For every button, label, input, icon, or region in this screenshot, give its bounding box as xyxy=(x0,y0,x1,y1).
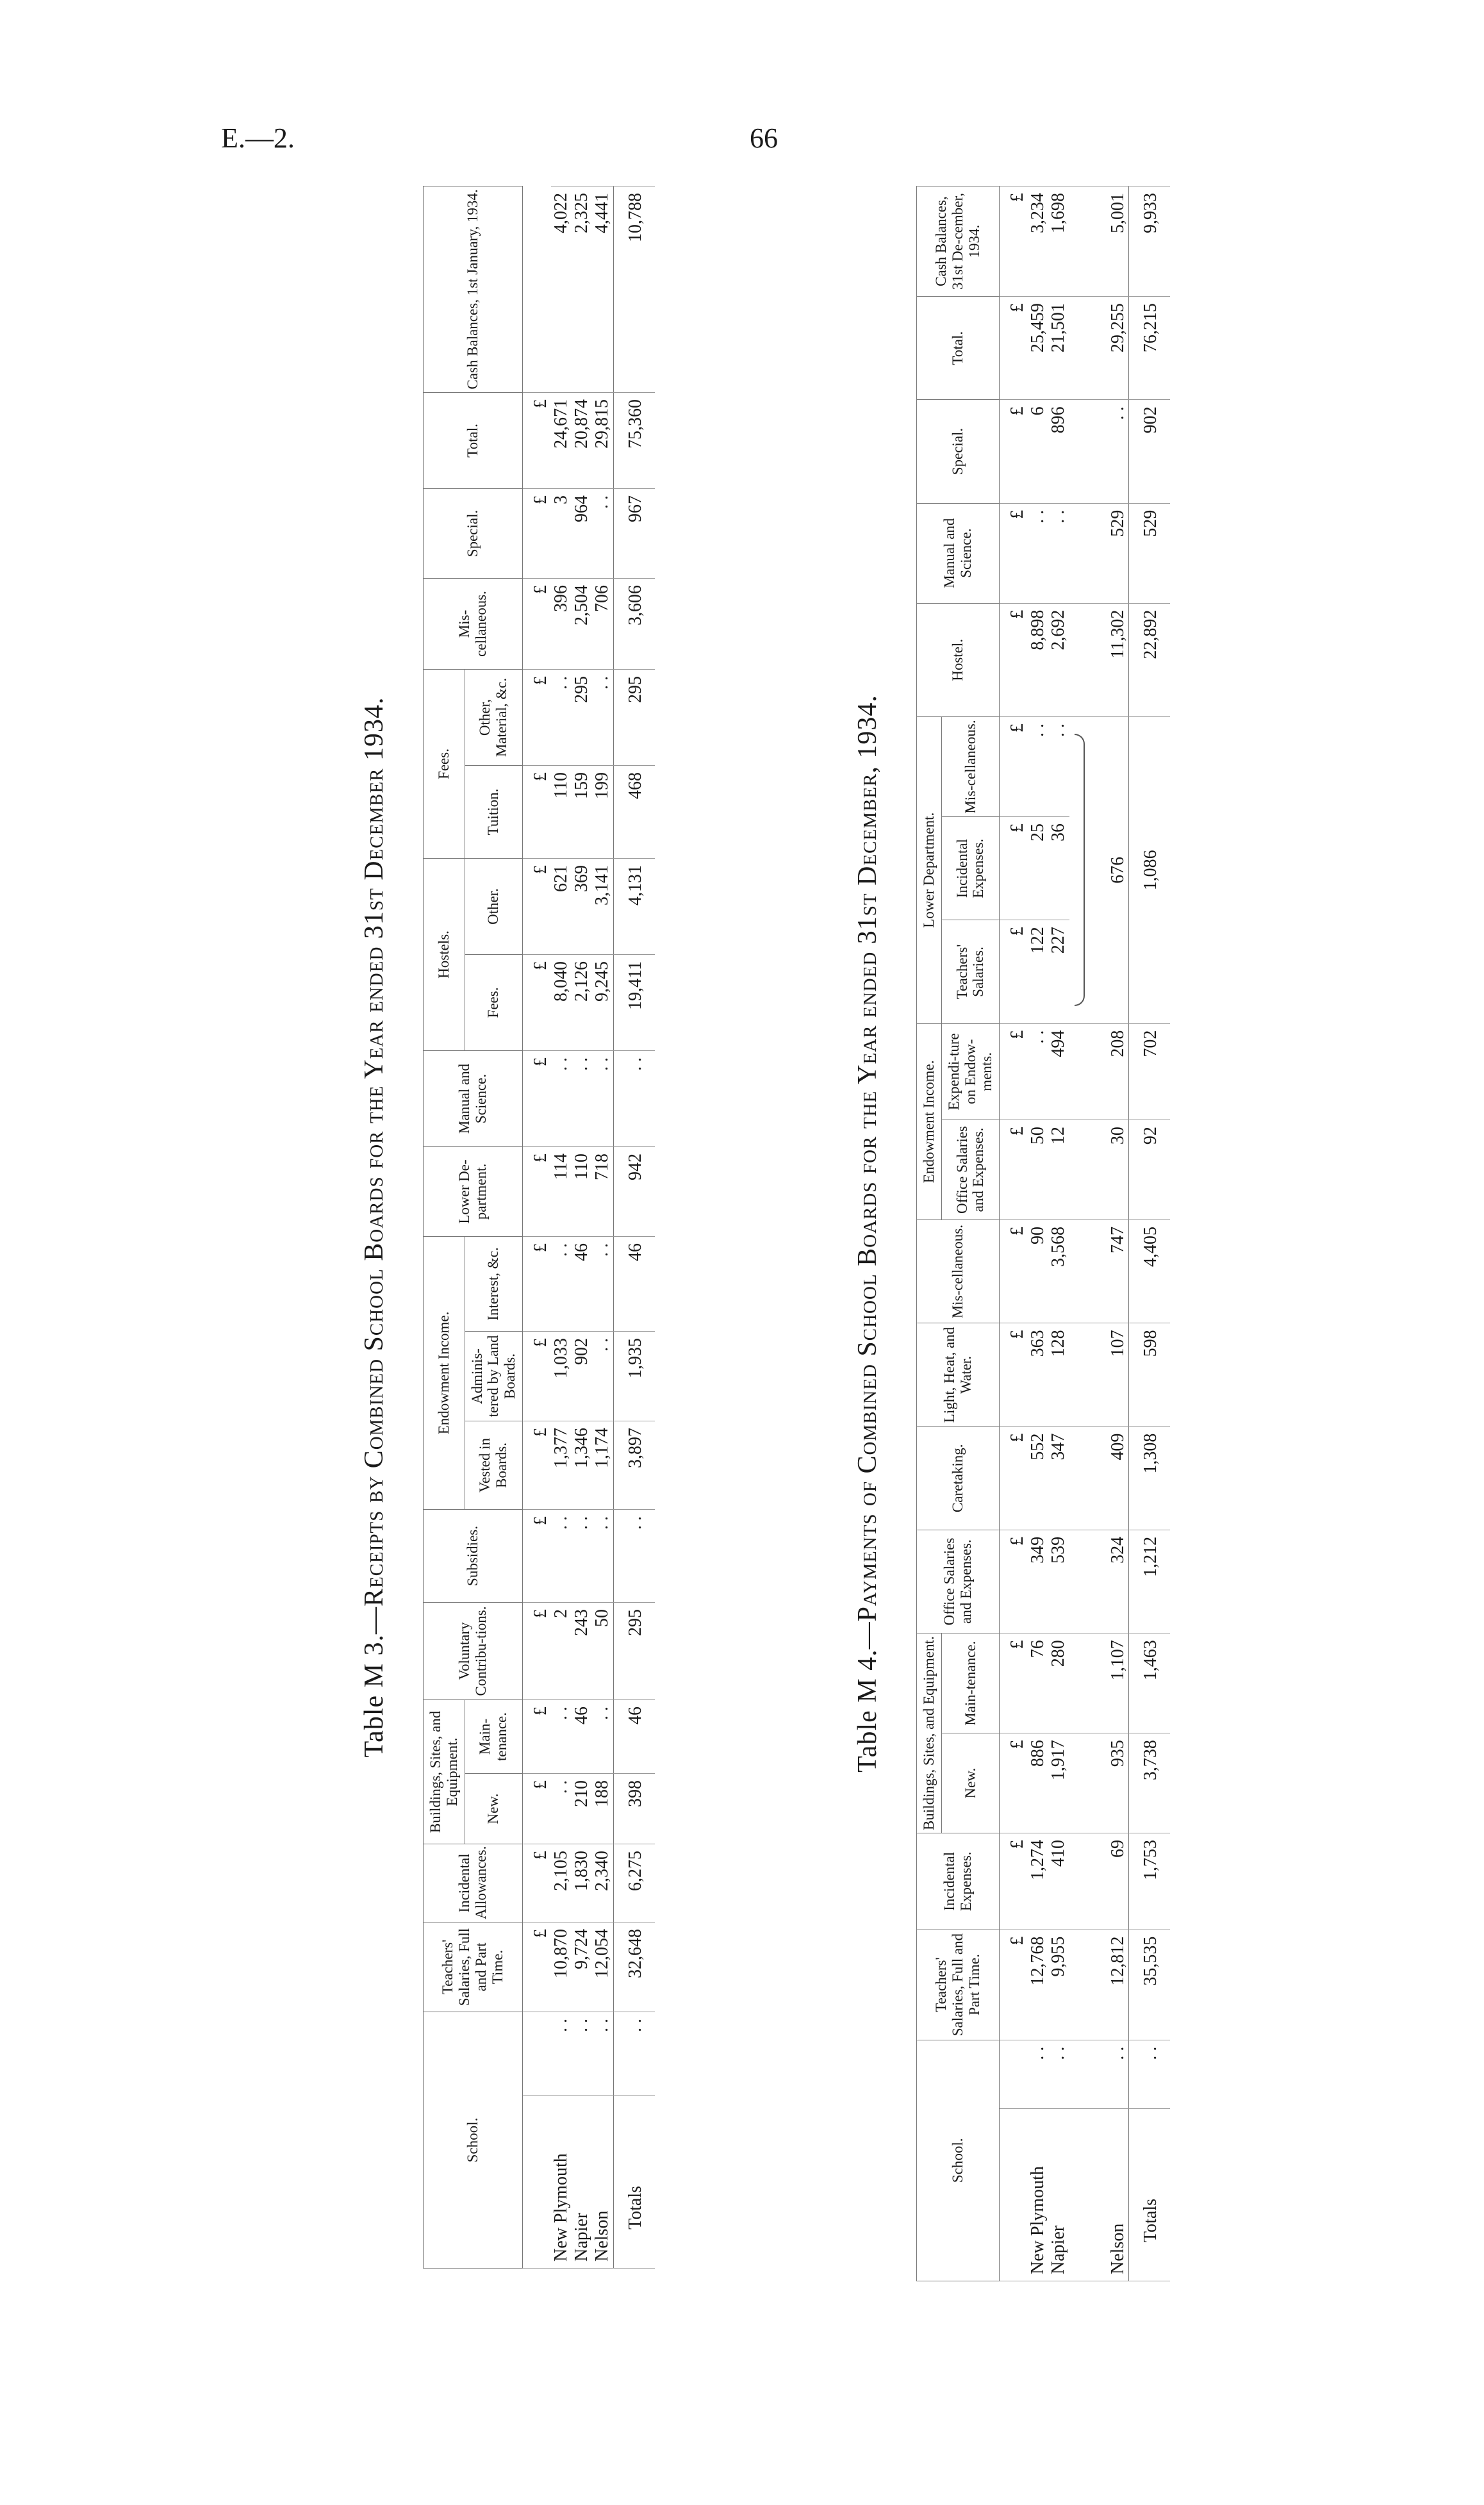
m3-head-tuition: Tuition. xyxy=(465,765,522,858)
m4-head-lower-teachers: Teachers' Salaries. xyxy=(941,920,999,1023)
m3-pound: £ xyxy=(522,392,551,488)
m3-col-subsidies: . . . . . . xyxy=(551,1509,613,1602)
m4-nelson-cash: 5,001 xyxy=(1108,186,1129,297)
m4-nelson-incidental: 69 xyxy=(1108,1833,1129,1930)
m4-col-end-office: 50 12 xyxy=(1028,1120,1069,1220)
m4-pound: £ xyxy=(1000,297,1028,400)
m3-head-hostel-fees: Fees. xyxy=(465,954,522,1050)
m3-col-tuition: 110 159 199 xyxy=(551,765,613,858)
m4-col-hostel: 8,898 2,692 xyxy=(1028,603,1069,716)
m4-head-cash: Cash Balances, 31st De-cember, 1934. xyxy=(917,186,1000,297)
m4-col-light: 363 128 xyxy=(1028,1323,1069,1426)
m3-col-administered: 1,033 902 . . xyxy=(551,1331,613,1421)
m3-head-buildings: Buildings, Sites, and Equipment. xyxy=(424,1699,465,1844)
m4-col-total: 25,459 21,501 xyxy=(1028,297,1069,400)
m3-col-hostel-other: 621 369 3,141 xyxy=(551,858,613,954)
m4-head-caretaking: Caretaking. xyxy=(917,1426,1000,1530)
table-m4-block xyxy=(852,186,1211,2281)
m3-col-lower: 114 110 718 xyxy=(551,1146,613,1236)
m3-total-tuition: 468 xyxy=(613,765,655,858)
m4-nelson-manual: 529 xyxy=(1108,503,1129,603)
m3-total-misc: 3,606 xyxy=(613,578,655,669)
m4-pound: £ xyxy=(1000,1426,1028,1530)
m4-head-end-office: Office Salaries and Expenses. xyxy=(941,1120,999,1220)
m3-head-hostels: Hostels. xyxy=(424,858,465,1050)
m4-total-new: 3,738 xyxy=(1128,1733,1170,1833)
lower-department-brace xyxy=(1069,717,1108,1024)
table-m4-title-prefix: Table M 4.— xyxy=(853,1621,882,1773)
m4-nelson-expenditure: 208 xyxy=(1108,1023,1129,1120)
m4-nelson-label: Nelson xyxy=(1108,2109,1129,2281)
m4-col-lower-teachers: 122 227 xyxy=(1028,920,1069,1023)
m4-nelson-total: 29,255 xyxy=(1108,297,1129,400)
m3-school-names: New Plymouth Napier Nelson xyxy=(551,2096,613,2269)
m4-total-manual: 529 xyxy=(1128,503,1170,603)
m3-school-dots: . . . . . . xyxy=(551,2012,613,2095)
m3-head-lower: Lower De-partment. xyxy=(424,1146,523,1236)
m3-col-misc: 396 2,504 706 xyxy=(551,578,613,669)
m4-pound: £ xyxy=(1000,603,1028,716)
table-m3-title xyxy=(359,186,390,2269)
table-m3-title-prefix: Table M 3.— xyxy=(359,1607,389,1758)
m4-pound: £ xyxy=(1000,1633,1028,1733)
m4-total-special: 902 xyxy=(1128,400,1170,503)
m4-col-expenditure: . . 494 xyxy=(1028,1023,1069,1120)
m4-row-nelson xyxy=(1108,186,1129,2281)
m4-head-special: Special. xyxy=(917,400,1000,503)
m3-col-fees-other: . . 295 . . xyxy=(551,669,613,765)
m3-total-teachers: 32,648 xyxy=(613,1922,655,2012)
m4-pound: £ xyxy=(1000,186,1028,297)
m3-head-fees-other: Other, Material, &c. xyxy=(465,669,522,765)
m4-total-incidental: 1,753 xyxy=(1128,1833,1170,1930)
m4-col-new: 886 1,917 xyxy=(1028,1733,1069,1833)
m4-col-misc: 90 3,568 xyxy=(1028,1220,1069,1323)
m3-pound: £ xyxy=(522,1421,551,1509)
m4-total-maintenance: 1,463 xyxy=(1128,1633,1170,1733)
m3-col-incidental: 2,105 1,830 2,340 xyxy=(551,1844,613,1922)
m3-pound: £ xyxy=(522,669,551,765)
m3-total-incidental: 6,275 xyxy=(613,1844,655,1922)
m4-head-endowment: Endowment Income. xyxy=(917,1023,942,1219)
m3-total-hostel-fees: 19,411 xyxy=(613,954,655,1050)
m3-pound: £ xyxy=(522,954,551,1050)
table-m3-block xyxy=(359,186,679,2269)
m3-total-vested: 3,897 xyxy=(613,1421,655,1509)
page-number: 66 xyxy=(750,122,778,154)
m3-total-lower: 942 xyxy=(613,1146,655,1236)
m3-col-total: 24,671 20,874 29,815 xyxy=(551,392,613,488)
m3-total-interest: 46 xyxy=(613,1236,655,1331)
m4-pound: £ xyxy=(1000,920,1028,1023)
m4-total-end-office: 92 xyxy=(1128,1120,1170,1220)
m3-pound: £ xyxy=(522,1844,551,1922)
m4-head-lower: Lower Department. xyxy=(917,717,942,1024)
m3-head-voluntary: Voluntary Contribu-tions. xyxy=(424,1602,523,1699)
m3-pound: £ xyxy=(522,1699,551,1773)
m3-col-voluntary: 2 243 50 xyxy=(551,1602,613,1699)
m4-head-manual: Manual and Science. xyxy=(917,503,1000,603)
m4-head-light: Light, Heat, and Water. xyxy=(917,1323,1000,1426)
m4-pound: £ xyxy=(1000,1220,1028,1323)
m3-pound: £ xyxy=(522,1509,551,1602)
page-code: E.—2. xyxy=(221,122,295,154)
m3-total-administered: 1,935 xyxy=(613,1331,655,1421)
m3-total-fees-other: 295 xyxy=(613,669,655,765)
m4-total-hostel: 22,892 xyxy=(1128,603,1170,716)
m3-pound: £ xyxy=(522,765,551,858)
m3-totals-row xyxy=(613,186,655,2269)
m4-nelson-special: . . xyxy=(1108,400,1129,503)
m4-head-office: Office Salaries and Expenses. xyxy=(917,1530,1000,1633)
m3-pound: £ xyxy=(522,1146,551,1236)
m3-total-hostel-other: 4,131 xyxy=(613,858,655,954)
m4-nelson-hostel: 11,302 xyxy=(1108,603,1129,716)
m4-col-maintenance: 76 280 xyxy=(1028,1633,1069,1733)
m4-head-total: Total. xyxy=(917,297,1000,400)
m3-head-subsidies: Subsidies. xyxy=(424,1509,523,1602)
m4-col-lower-incidental: 25 36 xyxy=(1028,816,1069,920)
m4-pound-row xyxy=(1000,186,1028,2281)
m3-total-cash: 10,788 xyxy=(613,186,655,393)
m4-head-incidental: Incidental Expenses. xyxy=(917,1833,1000,1930)
m3-head-vested: Vested in Boards. xyxy=(465,1421,522,1509)
m3-head-total: Total. xyxy=(424,392,523,488)
m4-head-hostel: Hostel. xyxy=(917,603,1000,716)
m3-head-hostel-other: Other. xyxy=(465,858,522,954)
m4-totals-dots: . . xyxy=(1128,2040,1170,2109)
m4-total-expenditure: 702 xyxy=(1128,1023,1170,1120)
table-m3 xyxy=(423,186,655,2269)
m3-col-hostel-fees: 8,040 2,126 9,245 xyxy=(551,954,613,1050)
m3-pound: £ xyxy=(522,1050,551,1146)
m4-pound: £ xyxy=(1000,1833,1028,1930)
m3-col-special: 3 964 . . xyxy=(551,488,613,578)
m4-rows-np-napier xyxy=(1028,186,1069,2281)
table-m4-title-main: Payments of Combined School Boards for the Year ended 31st December, 1934. xyxy=(853,695,882,1622)
m3-head-fees: Fees. xyxy=(424,669,465,858)
table-m4-title xyxy=(852,186,883,2281)
m3-head-administered: Adminis-tered by Land Boards. xyxy=(465,1331,522,1421)
m3-total-subsidies: . . xyxy=(613,1509,655,1602)
m4-head-lower-misc: Mis-cellaneous. xyxy=(941,717,999,817)
m4-head-teachers: Teachers' Salaries, Full and Part Time. xyxy=(917,1930,1000,2040)
m4-total-lower-combined: 1,086 xyxy=(1128,717,1170,1024)
table-m4-header-row-1 xyxy=(917,186,942,2281)
m3-pound: £ xyxy=(522,1602,551,1699)
m4-pound: £ xyxy=(1000,1023,1028,1120)
m4-nelson-teachers: 12,812 xyxy=(1108,1930,1129,2040)
m3-pound: £ xyxy=(522,1236,551,1331)
m4-head-misc: Mis-cellaneous. xyxy=(917,1220,1000,1323)
m3-pound: £ xyxy=(522,1773,551,1844)
m4-head-school: School. xyxy=(917,2040,1000,2281)
m4-pound: £ xyxy=(1000,1733,1028,1833)
m3-col-interest: . . 46 . . xyxy=(551,1236,613,1331)
m4-pound: £ xyxy=(1000,1323,1028,1426)
m4-nelson-misc: 747 xyxy=(1108,1220,1129,1323)
m3-col-vested: 1,377 1,346 1,174 xyxy=(551,1421,613,1509)
m3-head-special: Special. xyxy=(424,488,523,578)
m3-total-special: 967 xyxy=(613,488,655,578)
m3-totals-label: Totals xyxy=(613,2096,655,2269)
m3-head-endowment: Endowment Income. xyxy=(424,1236,465,1509)
m4-total-caretaking: 1,308 xyxy=(1128,1426,1170,1530)
m4-school-dots: . . . . xyxy=(1028,2040,1069,2109)
m4-col-manual: . . . . xyxy=(1028,503,1069,603)
m3-school-rows xyxy=(551,186,613,2269)
m4-total-total: 76,215 xyxy=(1128,297,1170,400)
m3-head-teachers: Teachers' Salaries, Full and Part Time. xyxy=(424,1922,523,2012)
m4-col-cash: 3,234 1,698 xyxy=(1028,186,1069,297)
m3-total-new: 398 xyxy=(613,1773,655,1844)
m4-total-teachers: 35,535 xyxy=(1128,1930,1170,2040)
m3-pound: £ xyxy=(522,1331,551,1421)
m3-col-new: . . 210 188 xyxy=(551,1773,613,1844)
m4-head-new: New. xyxy=(941,1733,999,1833)
m3-total-total: 75,360 xyxy=(613,392,655,488)
m4-nelson-dots: . . xyxy=(1108,2040,1129,2109)
m3-head-misc: Mis-cellaneous. xyxy=(424,578,523,669)
m4-nelson-office: 324 xyxy=(1108,1530,1129,1633)
m3-col-manual: . . . . . . xyxy=(551,1050,613,1146)
m4-col-lower-misc: . . . . xyxy=(1028,717,1069,817)
m3-pound: £ xyxy=(522,1922,551,2012)
m4-pound: £ xyxy=(1000,400,1028,503)
m4-pound: £ xyxy=(1000,503,1028,603)
m4-nelson-light: 107 xyxy=(1108,1323,1129,1426)
m4-school-names: New Plymouth Napier xyxy=(1028,2109,1069,2281)
m4-col-caretaking: 552 347 xyxy=(1028,1426,1069,1530)
table-m3-header-row-1 xyxy=(424,186,465,2269)
m4-col-special: 6 896 xyxy=(1028,400,1069,503)
m4-head-buildings: Buildings, Sites, and Equipment. xyxy=(917,1633,942,1833)
m3-head-interest: Interest, &c. xyxy=(465,1236,522,1331)
m4-total-light: 598 xyxy=(1128,1323,1170,1426)
m4-total-misc: 4,405 xyxy=(1128,1220,1170,1323)
m4-col-incidental: 1,274 410 xyxy=(1028,1833,1069,1930)
m3-total-maintenance: 46 xyxy=(613,1699,655,1773)
m3-total-manual: . . xyxy=(613,1050,655,1146)
m3-col-cash: 4,022 2,325 4,441 xyxy=(551,186,613,393)
m4-nelson-lower-combined: 676 xyxy=(1108,717,1129,1024)
m3-head-new: New. xyxy=(465,1773,522,1844)
m3-total-voluntary: 295 xyxy=(613,1602,655,1699)
m3-head-school: School. xyxy=(424,2012,523,2268)
m4-col-teachers: 12,768 9,955 xyxy=(1028,1930,1069,2040)
m3-col-teachers: 10,870 9,724 12,054 xyxy=(551,1922,613,2012)
m3-head-cash: Cash Balances, 1st January, 1934. xyxy=(424,186,523,393)
m4-brace-row xyxy=(1069,186,1108,2281)
m3-pound: £ xyxy=(522,488,551,578)
table-m4 xyxy=(916,186,1170,2281)
m4-totals-label: Totals xyxy=(1128,2109,1170,2281)
m4-head-lower-incidental: Incidental Expenses. xyxy=(941,816,999,920)
m4-total-office: 1,212 xyxy=(1128,1530,1170,1633)
m4-pound: £ xyxy=(1000,1120,1028,1220)
m3-head-incidental: Incidental Allowances. xyxy=(424,1844,523,1922)
m4-head-expenditure: Expendi-ture on Endow-ments. xyxy=(941,1023,999,1120)
m4-pound: £ xyxy=(1000,717,1028,817)
m4-nelson-end-office: 30 xyxy=(1108,1120,1129,1220)
m4-nelson-new: 935 xyxy=(1108,1733,1129,1833)
m4-head-maintenance: Main-tenance. xyxy=(941,1633,999,1733)
m3-totals-dots: . . xyxy=(613,2012,655,2095)
m4-pound: £ xyxy=(1000,1530,1028,1633)
m4-nelson-caretaking: 409 xyxy=(1108,1426,1129,1530)
m3-pound-row xyxy=(522,186,551,2269)
table-m3-title-main: Receipts by Combined School Boards for the Year ended 31st December 1934. xyxy=(359,697,389,1607)
m4-pound: £ xyxy=(1000,1930,1028,2040)
m4-totals-row xyxy=(1128,186,1170,2281)
m4-total-cash: 9,933 xyxy=(1128,186,1170,297)
m4-col-office: 349 539 xyxy=(1028,1530,1069,1633)
m3-pound: £ xyxy=(522,858,551,954)
m4-pound: £ xyxy=(1000,816,1028,920)
m3-col-maintenance: . . 46 . . xyxy=(551,1699,613,1773)
m4-nelson-maintenance: 1,107 xyxy=(1108,1633,1129,1733)
m3-head-maintenance: Main-tenance. xyxy=(465,1699,522,1773)
m3-pound: £ xyxy=(522,578,551,669)
m3-head-manual: Manual and Science. xyxy=(424,1050,523,1146)
